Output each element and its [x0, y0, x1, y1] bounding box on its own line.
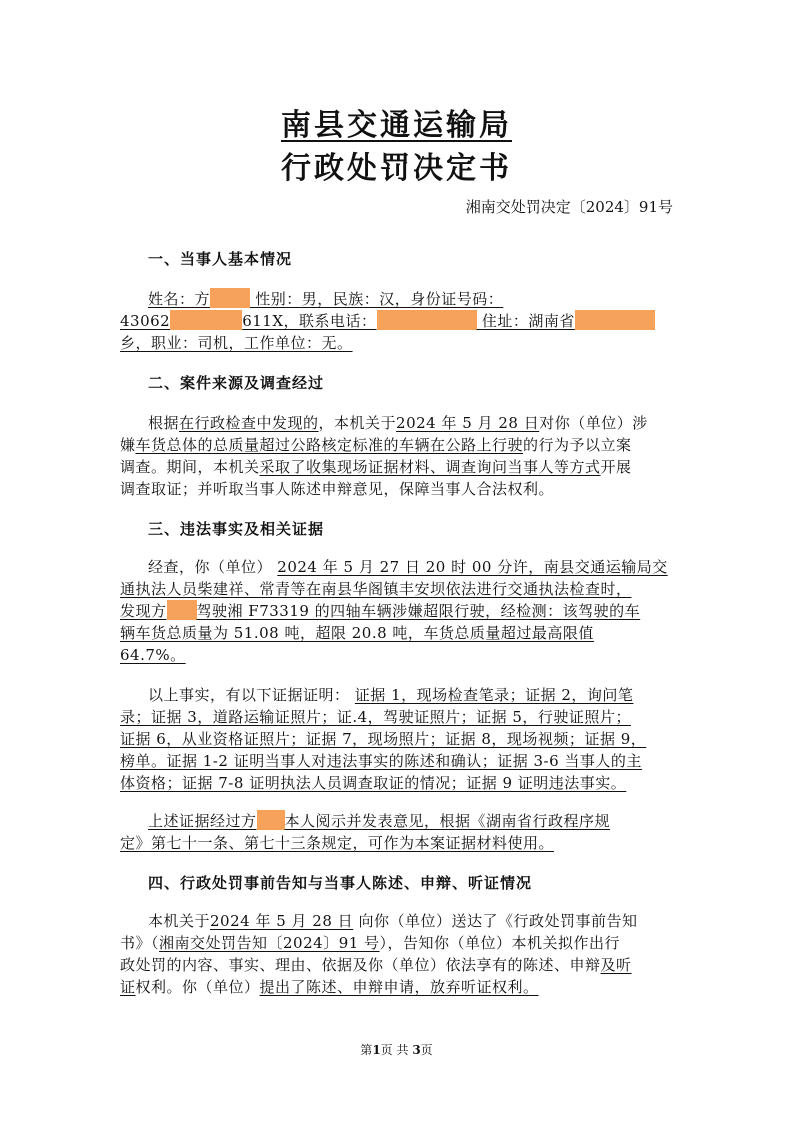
- evidence-line-3: 证据 6，从业资格证照片；证据 7，现场照片；证据 8，现场视频；证据 9，: [120, 730, 647, 748]
- document-title: 行政处罚决定书: [281, 151, 512, 186]
- section2-heading: 二、案件来源及调查经过: [148, 374, 325, 392]
- party-line-1: 姓名：方 性别：男，民族：汉，身份证号码：: [148, 290, 504, 308]
- source-line-2: 嫌车货总体的总质量超过公路核定标准的车辆在公路上行驶的行为予以立案: [120, 436, 632, 454]
- notice-line-3: 政处罚的内容、事实、理由、依据及你（单位）依法享有的陈述、申辩及听: [120, 956, 632, 974]
- evidence-use-line-2: 定》第七十一条、第七十三条规定，可作为本案证据材料使用。: [120, 834, 555, 852]
- redaction-block: [377, 310, 477, 330]
- notice-line-1: 本机关于2024 年 5 月 28 日 向你（单位）送达了《行政处罚事前告知: [148, 912, 638, 930]
- section4-heading: 四、行政处罚事前告知与当事人陈述、申辩、听证情况: [148, 874, 533, 892]
- notice-line-4: 证权利。你（单位）提出了陈述、申辩申请，放弃听证权利。: [120, 978, 539, 996]
- party-line-2: 43062 611X，联系电话： 住址：湖南省: [120, 310, 655, 331]
- page-footer: 第1页 共 3页: [360, 1043, 433, 1057]
- redaction-block: [210, 288, 250, 308]
- notice-line-2: 书》（湘南交处罚告知〔2024〕91 号），告知你（单位）本机关拟作出行: [120, 934, 621, 952]
- document-number: 湘南交处罚决定〔2024〕91号: [465, 198, 673, 216]
- facts-line-4: 辆车货总质量为 51.08 吨，超限 20.8 吨，车货总质量超过最高限值: [120, 624, 594, 642]
- page-number: 1: [372, 1043, 381, 1057]
- evidence-use-line-1: 上述证据经过方 本人阅示并发表意见，根据《湖南省行政程序规: [148, 812, 611, 830]
- facts-line-2: 通执法人员柴建祥、常青等在南县华阁镇丰安坝依法进行交通执法检查时，: [120, 580, 632, 598]
- source-line-4: 调查取证；并听取当事人陈述申辩意见，保障当事人合法权利。: [120, 480, 555, 498]
- party-line-3: 乡，职业：司机，工作单位：无。: [120, 334, 353, 352]
- evidence-line-4: 榜单。证据 1-2 证明当事人对违法事实的陈述和确认；证据 3-6 当事人的主: [120, 752, 642, 770]
- page-total: 3: [412, 1043, 421, 1057]
- agency-title: 南县交通运输局: [281, 108, 512, 143]
- facts-line-1: 经查，你（单位） 2024 年 5 月 27 日 20 时 00 分许，南县交通运输局交: [148, 558, 668, 576]
- facts-line-5: 64.7%。: [120, 646, 186, 664]
- redaction-block: [257, 810, 285, 830]
- source-line-1: 根据在行政检查中发现的，本机关于2024 年 5 月 28 日对你（单位）涉: [148, 414, 648, 432]
- facts-line-3: 发现方 驾驶湘 F73319 的四轴车辆涉嫌超限行驶，经检测：该驾驶的车: [120, 602, 641, 620]
- section3-heading: 三、违法事实及相关证据: [148, 520, 325, 538]
- evidence-line-2: 录；证据 3，道路运输证照片；证.4，驾驶证照片；证据 5，行驶证照片；: [120, 708, 631, 726]
- section1-heading: 一、当事人基本情况: [148, 250, 293, 268]
- evidence-line-1: 以上事实，有以下证据证明： 证据 1，现场检查笔录；证据 2，询问笔: [148, 686, 634, 704]
- evidence-line-5: 体资格；证据 7-8 证明执法人员调查取证的情况；证据 9 证明违法事实。: [120, 774, 627, 792]
- source-line-3: 调查。期间，本机关采取了收集现场证据材料、调查询问当事人等方式开展: [120, 458, 632, 476]
- redaction-block: [167, 600, 197, 620]
- redaction-block: [170, 310, 242, 330]
- redaction-block: [575, 310, 655, 330]
